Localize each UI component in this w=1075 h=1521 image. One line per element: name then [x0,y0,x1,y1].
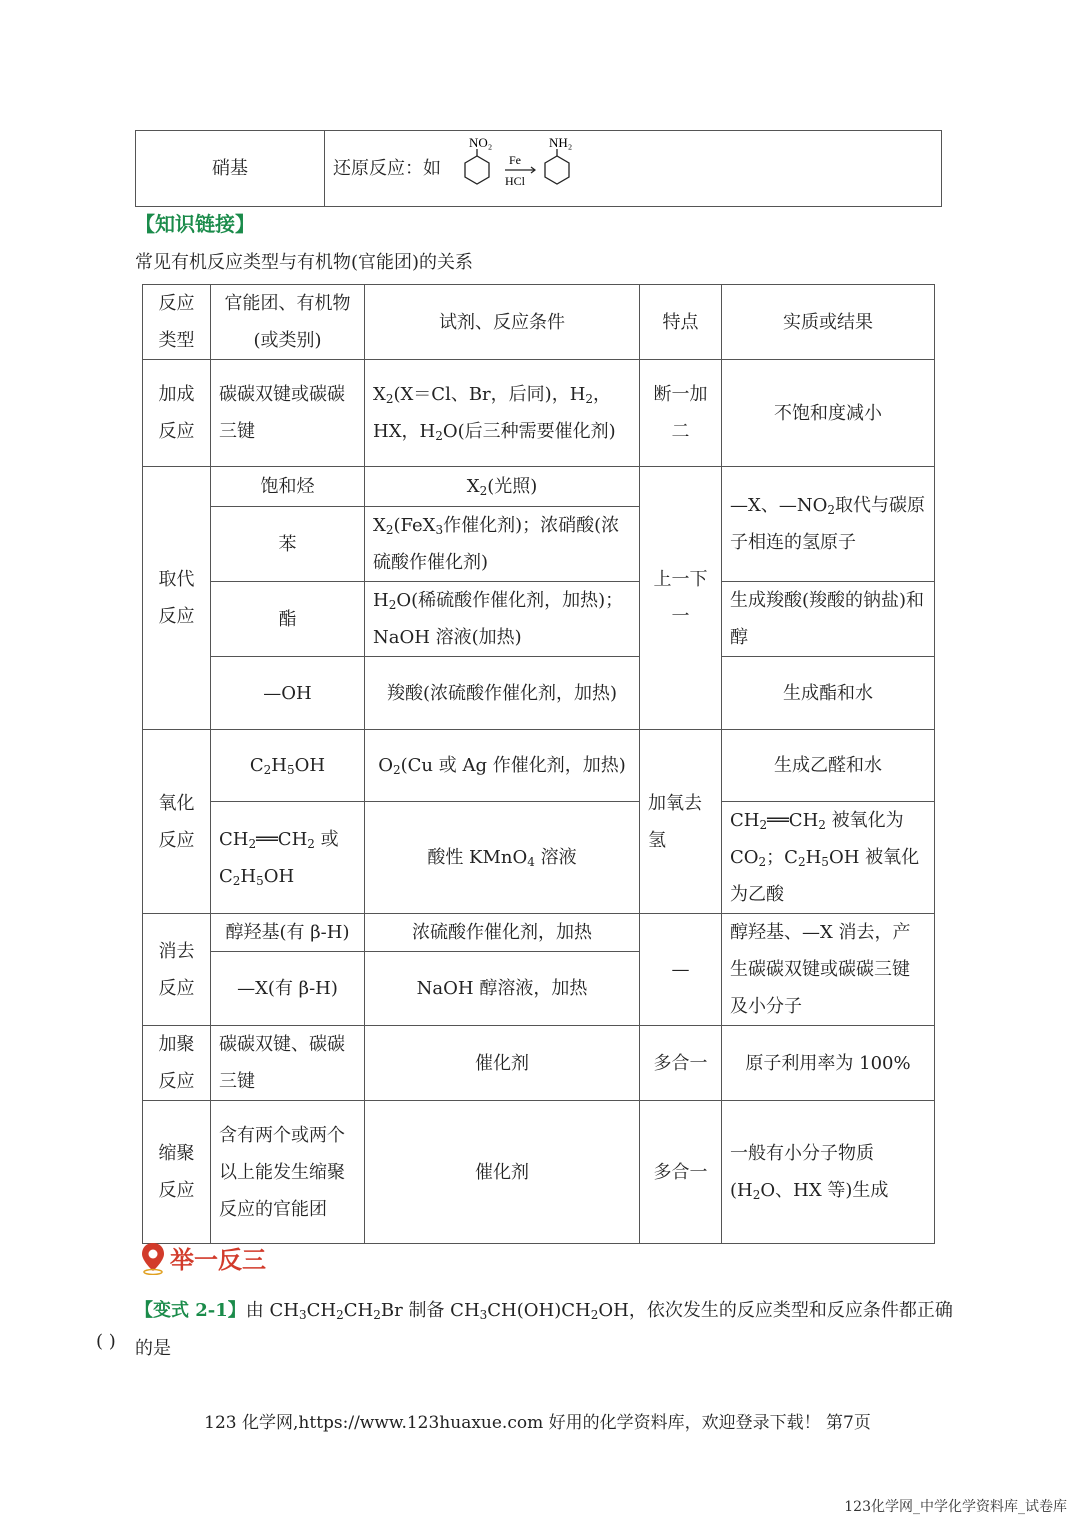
benzene-ring-reactant [465,156,489,184]
type-substitution: 取代反应 [143,467,211,730]
practice-heading-block [140,1240,266,1275]
cond-condensation-polymer: 催化剂 [365,1101,640,1244]
group-ox-kmno4: $CH_2══CH_2$ 或 $C_2H_5OH$ [211,802,365,914]
corner-source-text: 123化学网_中学化学资料库_试卷库 [844,1499,1067,1515]
nitro-label: 硝基 [136,131,325,207]
row-substitution-4 [143,657,935,730]
feature-oxidation: 加氧去氢 [640,730,722,914]
product-group: NH₂ [548,136,573,150]
type-addition: 加成反应 [143,360,211,467]
practice-heading: 举一反三 [170,1245,266,1274]
header-type: 反应类型 [143,285,211,360]
header-result: 实质或结果 [722,285,935,360]
cond-sub-ester: $H_2O$(稀硫酸作催化剂，加热)；NaOH 溶液(加热) [365,582,640,657]
reagent-top: Fe [508,152,521,167]
type-elimination: 消去反应 [143,914,211,1026]
header-feature: 特点 [640,285,722,360]
result-addition: 不饱和度减小 [722,360,935,467]
row-addition [143,360,935,467]
top-table [135,130,942,207]
result-ox-ethanol: 生成乙醛和水 [722,730,935,802]
cond-addition: $X_2(X=Cl$、Br，后同)，$H_2$，HX，$H_2O$(后三种需要催化剂) [365,360,640,467]
group-addition: 碳碳双键或碳碳三键 [211,360,365,467]
knowledge-link-heading: 【知识链接】 [135,212,255,236]
feature-substitution: 上一下一 [640,467,722,730]
result-sub-ester: 生成羧酸(羧酸的钠盐)和醇 [722,582,935,657]
practice-label: 【变式 2-1】 [135,1300,246,1321]
row-condensation-polymer [143,1101,935,1244]
header-condition: 试剂、反应条件 [365,285,640,360]
group-ox-ethanol: $C_2H_5OH$ [211,730,365,802]
result-ox-kmno4: $CH_2══CH_2$ 被氧化为 $CO_2$；$C_2H_5OH$ 被氧化为乙酸 [722,802,935,914]
nitro-reaction [325,131,942,207]
group-sub-ester: 酯 [211,582,365,657]
benzene-ring-product [545,156,569,184]
cond-ox-ethanol: $O_2(Cu$ 或 Ag 作催化剂，加热) [365,730,640,802]
cond-sub-oh: 羧酸(浓硫酸作催化剂，加热) [365,657,640,730]
type-addition-polymer: 加聚反应 [143,1026,211,1101]
reaction-type-table [142,284,935,1244]
result-condensation-polymer: 一般有小分子物质($H_2O$、HX 等)生成 [722,1101,935,1244]
location-pin-icon [140,1241,166,1275]
row-addition-polymer [143,1026,935,1101]
row-elimination-1 [143,914,935,952]
nitro-reduction-scheme [447,137,597,201]
cond-sub-benzene: $X_2(FeX_3$作催化剂)；浓硝酸(浓硫酸作催化剂) [365,507,640,582]
reaction-prefix: 还原反应：如 [333,157,441,179]
reagent-bottom: HCl [504,173,525,188]
group-elim-halide: —X(有 β-H) [211,952,365,1026]
feature-addition-polymer: 多合一 [640,1026,722,1101]
group-addition-polymer: 碳碳双键、碳碳三键 [211,1026,365,1101]
row-substitution-1 [143,467,935,507]
page-footer: 123 化学网,https://www.123huaxue.com 好用的化学资料库，欢迎登录下载！ 第7页 [204,1413,871,1433]
row-oxidation-1 [143,730,935,802]
cond-addition-polymer: 催化剂 [365,1026,640,1101]
result-elimination: 醇羟基、—X 消去，产生碳碳双键或碳碳三键及小分子 [722,914,935,1026]
group-sub-benzene: 苯 [211,507,365,582]
result-sub-oh: 生成酯和水 [722,657,935,730]
type-oxidation: 氧化反应 [143,730,211,914]
feature-elimination: — [640,914,722,1026]
header-group: 官能团、有机物(或类别) [211,285,365,360]
group-condensation-polymer: 含有两个或两个以上能发生缩聚反应的官能团 [211,1101,365,1244]
result-addition-polymer: 原子利用率为 100% [722,1026,935,1101]
row-substitution-3 [143,582,935,657]
type-condensation-polymer: 缩聚反应 [143,1101,211,1244]
answer-paren: ( ) [96,1331,116,1352]
cond-sub-alkane: $X_2$(光照) [365,467,640,507]
result-sub-12: —X、$—NO_2$取代与碳原子相连的氢原子 [722,467,935,582]
group-sub-oh: —OH [211,657,365,730]
group-elim-alcohol: 醇羟基(有 β-H) [211,914,365,952]
practice-question: 【变式 2-1】由 $CH_3CH_2CH_2Br$ 制备 $CH_3CH(OH)CH_2OH$，依次发生的反应类型和反应条件都正确的是 [135,1300,953,1359]
cond-elim-alcohol: 浓硫酸作催化剂，加热 [365,914,640,952]
cond-ox-kmno4: 酸性 KMnO$_4$ 溶液 [365,802,640,914]
table-header-row [143,285,935,360]
feature-addition: 断一加二 [640,360,722,467]
knowledge-link-intro: 常见有机反应类型与有机物(官能团)的关系 [135,252,474,273]
cond-elim-halide: NaOH 醇溶液，加热 [365,952,640,1026]
row-oxidation-2 [143,802,935,914]
feature-condensation-polymer: 多合一 [640,1101,722,1244]
reactant-group: NO₂ [468,136,493,150]
group-sub-alkane: 饱和烃 [211,467,365,507]
